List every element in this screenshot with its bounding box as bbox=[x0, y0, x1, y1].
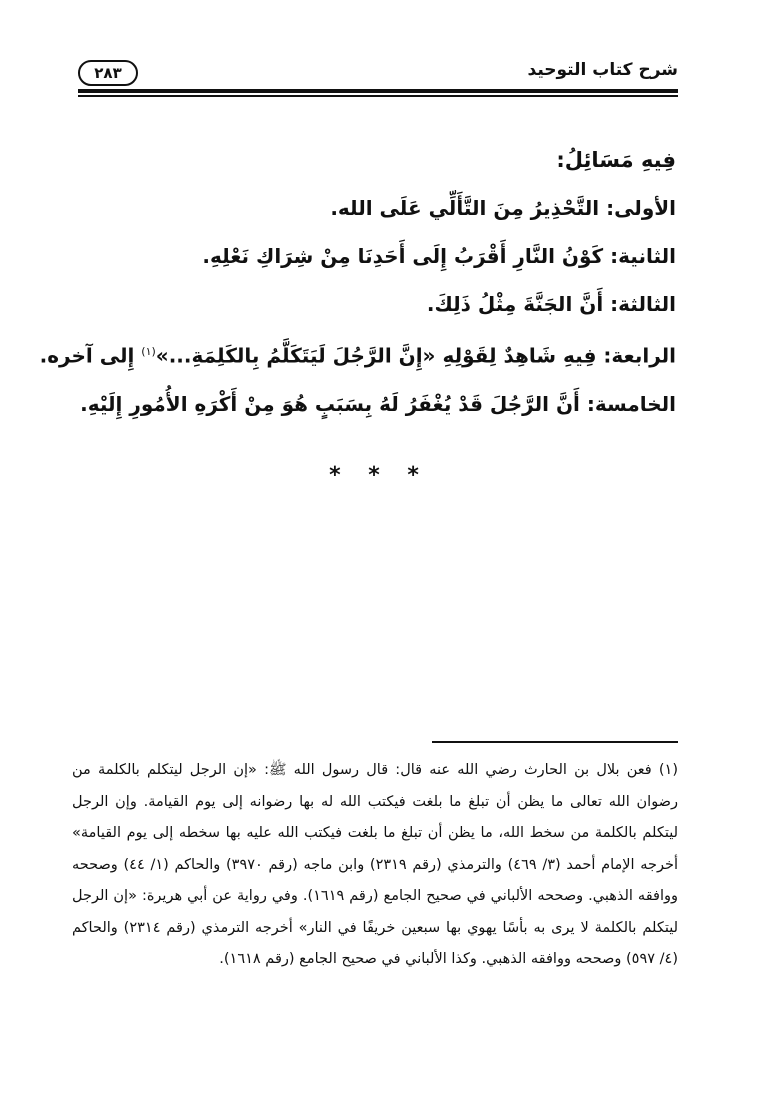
header-rule-thin bbox=[78, 95, 678, 97]
issue-label: الرابعة: bbox=[603, 343, 676, 368]
issue-item bbox=[78, 280, 676, 328]
issue-text: أَنَّ الجَنَّةَ مِثْلُ ذَلِكَ. bbox=[426, 292, 604, 316]
issue-label: الثالثة: bbox=[610, 292, 676, 316]
issue-label: الخامسة: bbox=[586, 391, 676, 416]
page-number: ٢٨٣ bbox=[78, 60, 138, 86]
footnote-reference: (١) bbox=[141, 345, 156, 358]
issue-item bbox=[39, 328, 676, 380]
issue-label: الثانية: bbox=[610, 244, 676, 268]
issue-text: أَنَّ الرَّجُلَ قَدْ يُغْفَرُ لَهُ بِسَبَبٍ هُوَ مِنْ أَكْرَهِ الأُمُورِ إِلَيْهِ. bbox=[80, 391, 580, 416]
main-text bbox=[39, 140, 676, 428]
header-rule-thick bbox=[78, 89, 678, 93]
section-separator: * * * bbox=[329, 463, 429, 488]
issue-item bbox=[78, 184, 676, 232]
footnote-rule bbox=[432, 741, 678, 743]
issue-text-tail: إِلى آخره. bbox=[39, 343, 142, 368]
footnote: (١) فعن بلال بن الحارث رضي الله عنه قال: قال رسول الله ﷺ: «إن الرجل ليتكلم بالكلمة من رضوان الله تعالى ما يظن أن تبلغ ما بلغت فيكتب الله له بها رضوانه إلى يوم القيامة. وإن الرجل ليتكلم بالكلمة من سخط الله، ما يظن أن تبلغ ما بلغت فيكتب الله عليه بها سخطه إلى يوم القيامة» أخرجه الإمام أحمد (٣/ ٤٦٩) والترمذي (رقم ٢٣١٩) وابن ماجه (رقم ٣٩٧٠) والحاكم (١/ ٤٤) وصححه ووافقه الذهبي. وصححه الألباني في صحيح الجامع (رقم ١٦١٩). وفي رواية عن أبي هريرة: «إن الرجل ليتكلم بالكلمة لا يرى به بأسًا يهوي بها سبعين خريفًا في النار» أخرجه الترمذي (رقم ٢٣١٤) والحاكم (٤/ ٥٩٧) وصححه ووافقه الذهبي. وكذا الألباني في صحيح الجامع (رقم ١٦١٨). bbox=[72, 762, 678, 967]
issue-item bbox=[78, 232, 676, 280]
running-title: شرح كتاب التوحيد bbox=[527, 60, 678, 80]
section-heading: فِيهِ مَسَائِلُ: bbox=[556, 148, 676, 172]
issue-label: الأولى: bbox=[606, 196, 676, 220]
page-header bbox=[78, 58, 678, 92]
issue-text: كَوْنُ النَّارِ أَقْرَبُ إِلَى أَحَدِنَا مِنْ شِرَاكِ نَعْلِهِ. bbox=[202, 244, 604, 268]
issue-item bbox=[78, 380, 676, 428]
issue-text: التَّحْذِيرُ مِنَ التَّأَلِّي عَلَى الله. bbox=[330, 196, 600, 220]
issue-text: فِيهِ شَاهِدٌ لِقَوْلِهِ «إِنَّ الرَّجُلَ لَيَتَكَلَّمُ بِالكَلِمَةِ...» bbox=[155, 343, 597, 368]
